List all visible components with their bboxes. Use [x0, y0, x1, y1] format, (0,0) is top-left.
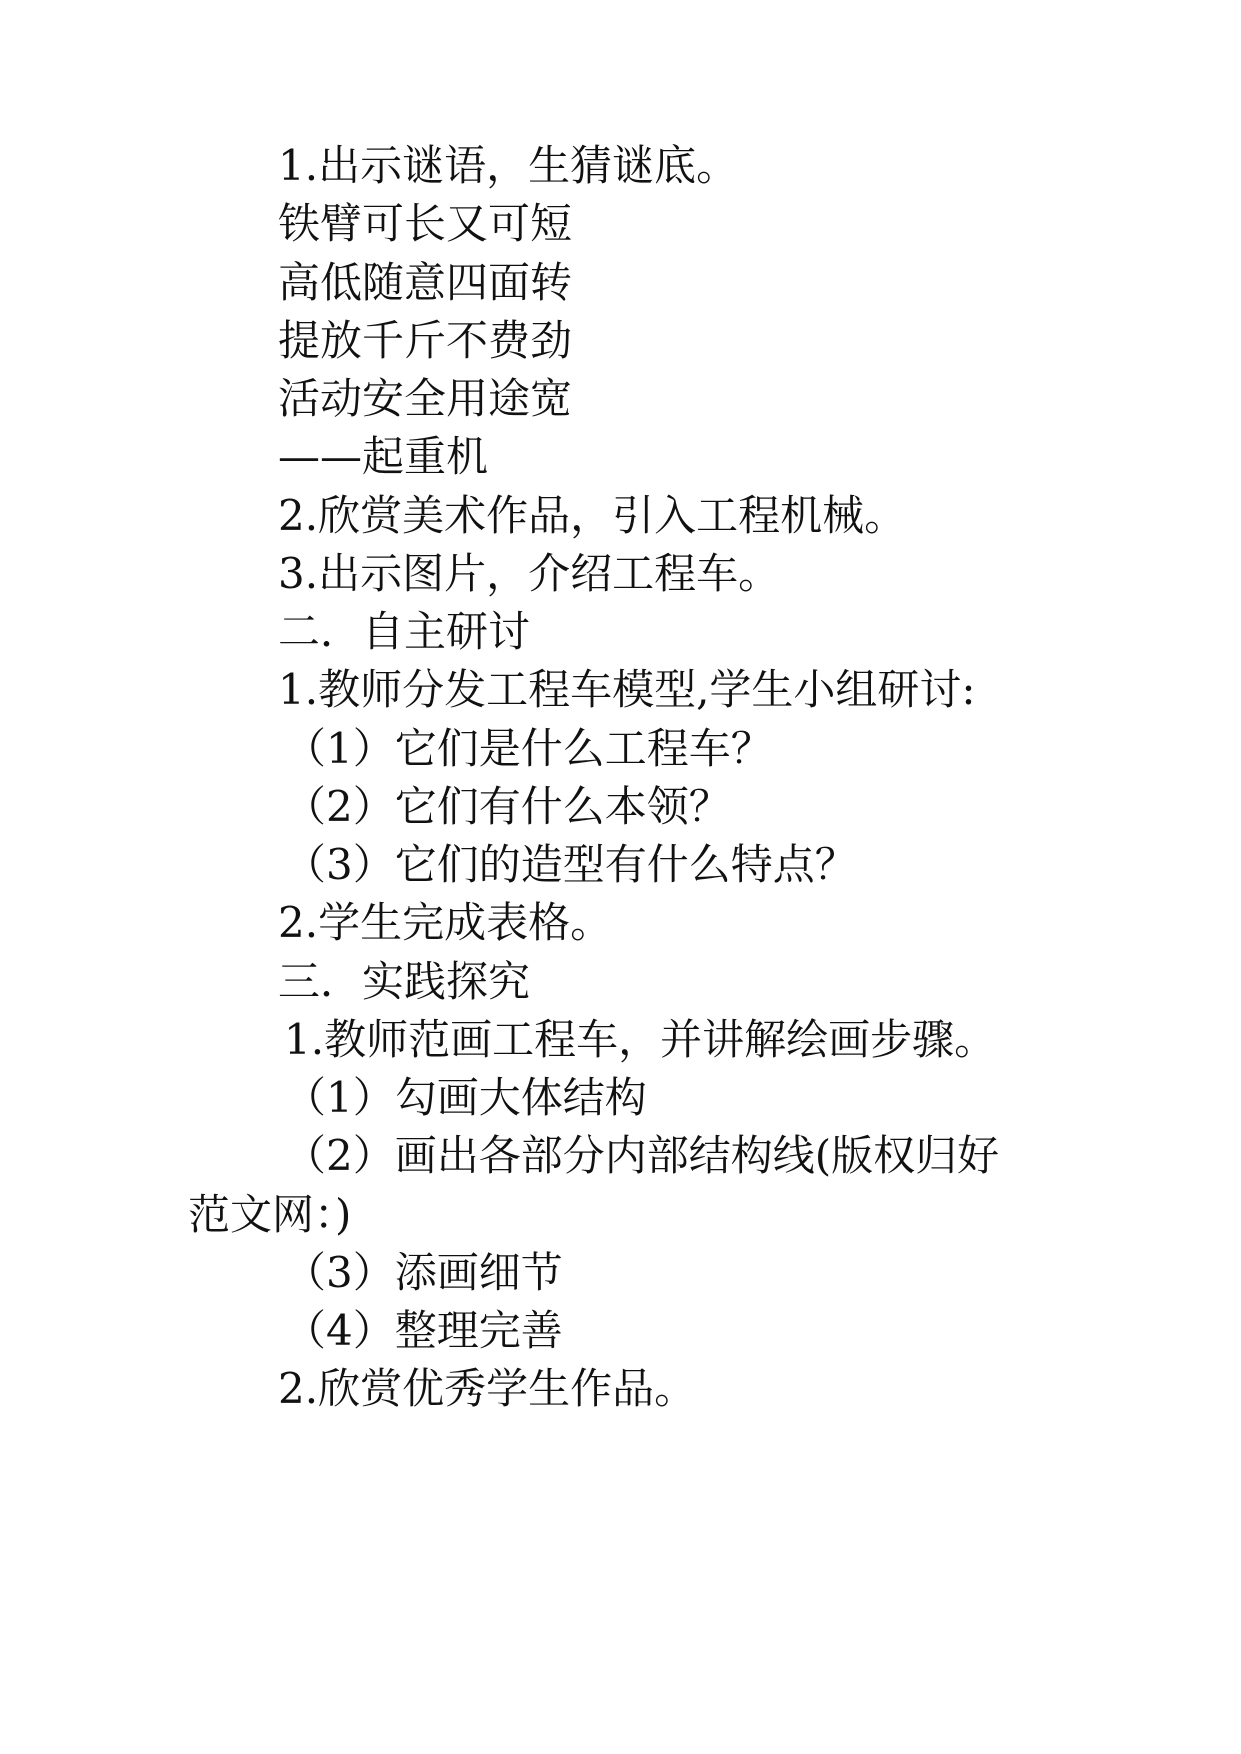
step-complete-table-line: 2.学生完成表格。	[278, 898, 613, 947]
step-show-pictures-line: 3.出示图片，介绍工程车。	[278, 549, 781, 598]
drawing-step-2-continuation: 范文网：)	[188, 1190, 352, 1239]
drawing-step-1-line: （1）勾画大体结构	[284, 1073, 647, 1122]
riddle-line-3: 提放千斤不费劲	[278, 316, 573, 365]
riddle-intro-line: 1.出示谜语，生猜谜底。	[278, 141, 739, 190]
drawing-step-3-line: （3）添画细节	[284, 1248, 563, 1297]
step-appreciate-art-line: 2.欣赏美术作品，引入工程机械。	[278, 491, 907, 540]
section-heading-self-study: 二．自主研讨	[278, 607, 531, 656]
question-3-line: （3）它们的造型有什么特点？	[284, 840, 857, 889]
question-2-line: （2）它们有什么本领？	[284, 782, 731, 831]
riddle-answer-line: ——起重机	[278, 432, 489, 481]
riddle-line-1: 铁臂可长又可短	[278, 199, 573, 248]
step-teacher-demo-line: 1.教师范画工程车，并讲解绘画步骤。	[284, 1015, 997, 1064]
section-heading-practice: 三．实践探究	[278, 957, 531, 1006]
riddle-line-4: 活动安全用途宽	[278, 374, 573, 423]
drawing-step-4-line: （4）整理完善	[284, 1306, 563, 1355]
drawing-step-2-line: （2）画出各部分内部结构线(版权归好	[284, 1131, 1000, 1180]
riddle-line-2: 高低随意四面转	[278, 258, 573, 307]
step-appreciate-student-work-line: 2.欣赏优秀学生作品。	[278, 1364, 697, 1413]
step-distribute-models-line: 1.教师分发工程车模型,学生小组研讨:	[278, 665, 976, 714]
question-1-line: （1）它们是什么工程车？	[284, 724, 773, 773]
